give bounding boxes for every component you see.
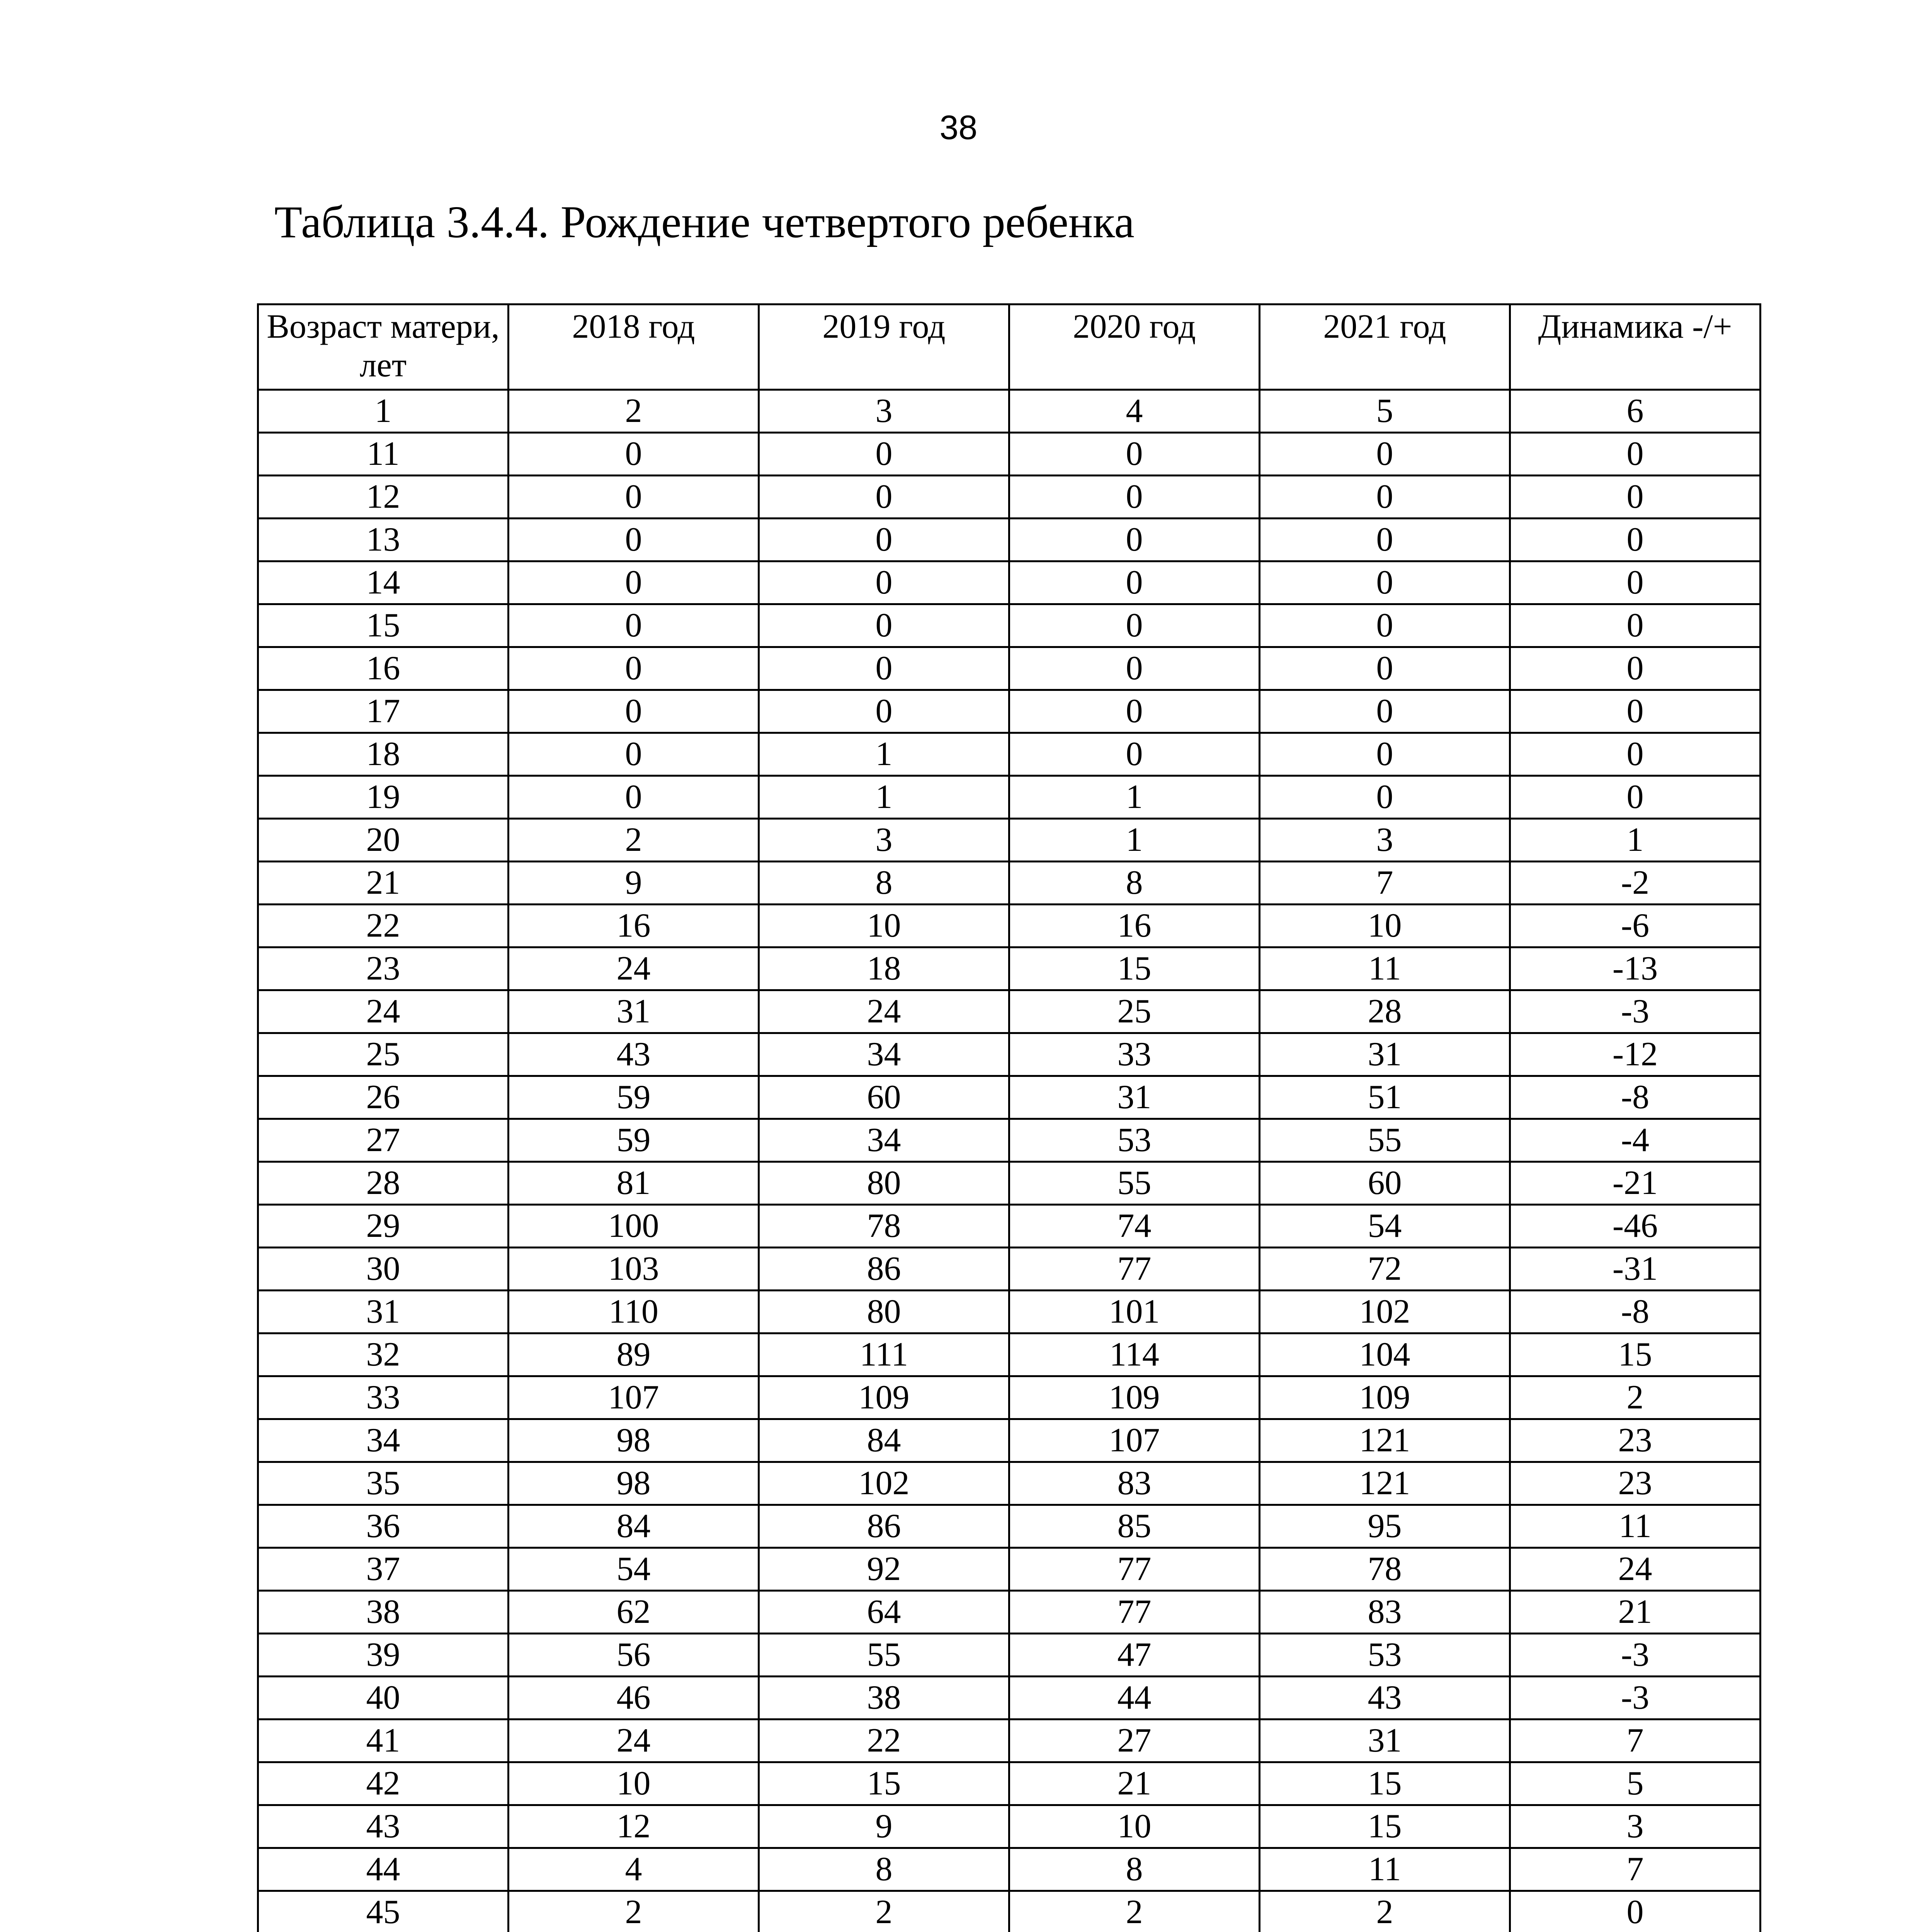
age-cell: 34 bbox=[258, 1419, 509, 1462]
table-row bbox=[258, 1033, 1761, 1076]
table-row bbox=[258, 947, 1761, 990]
year-2018-cell: 0 bbox=[509, 519, 759, 561]
dynamics-cell: -8 bbox=[1510, 1291, 1761, 1333]
column-number-row bbox=[258, 390, 1761, 433]
year-2020-cell: 10 bbox=[1009, 1805, 1260, 1848]
age-cell: 23 bbox=[258, 947, 509, 990]
table-row bbox=[258, 604, 1761, 647]
year-2021-cell: 102 bbox=[1260, 1291, 1510, 1333]
dynamics-cell: 0 bbox=[1510, 647, 1761, 690]
header-cell-2019: 2019 год bbox=[759, 304, 1009, 390]
year-2019-cell: 24 bbox=[759, 990, 1009, 1033]
year-2021-cell: 31 bbox=[1260, 1033, 1510, 1076]
age-cell: 13 bbox=[258, 519, 509, 561]
year-2021-cell: 0 bbox=[1260, 604, 1510, 647]
year-2018-cell: 2 bbox=[509, 1891, 759, 1932]
table-row bbox=[258, 990, 1761, 1033]
dynamics-cell: -8 bbox=[1510, 1076, 1761, 1119]
year-2020-cell: 15 bbox=[1009, 947, 1260, 990]
age-cell: 45 bbox=[258, 1891, 509, 1932]
year-2019-cell: 1 bbox=[759, 733, 1009, 776]
year-2019-cell: 0 bbox=[759, 476, 1009, 519]
table-row bbox=[258, 1419, 1761, 1462]
year-2021-cell: 11 bbox=[1260, 947, 1510, 990]
year-2018-cell: 59 bbox=[509, 1076, 759, 1119]
year-2018-cell: 107 bbox=[509, 1376, 759, 1419]
dynamics-cell: 5 bbox=[1510, 1762, 1761, 1805]
age-cell: 15 bbox=[258, 604, 509, 647]
dynamics-cell: 0 bbox=[1510, 604, 1761, 647]
year-2020-cell: 101 bbox=[1009, 1291, 1260, 1333]
year-2019-cell: 8 bbox=[759, 1848, 1009, 1891]
year-2021-cell: 121 bbox=[1260, 1462, 1510, 1505]
year-2021-cell: 7 bbox=[1260, 862, 1510, 905]
age-cell: 22 bbox=[258, 905, 509, 947]
year-2018-cell: 100 bbox=[509, 1205, 759, 1248]
year-2021-cell: 0 bbox=[1260, 561, 1510, 604]
year-2020-cell: 83 bbox=[1009, 1462, 1260, 1505]
year-2020-cell: 0 bbox=[1009, 733, 1260, 776]
year-2019-cell: 0 bbox=[759, 519, 1009, 561]
dynamics-cell: -3 bbox=[1510, 1677, 1761, 1719]
year-2021-cell: 31 bbox=[1260, 1719, 1510, 1762]
year-2021-cell: 109 bbox=[1260, 1376, 1510, 1419]
year-2019-cell: 64 bbox=[759, 1591, 1009, 1634]
table-row bbox=[258, 1291, 1761, 1333]
table-row bbox=[258, 1805, 1761, 1848]
year-2018-cell: 24 bbox=[509, 1719, 759, 1762]
dynamics-cell: -21 bbox=[1510, 1162, 1761, 1205]
age-cell: 26 bbox=[258, 1076, 509, 1119]
year-2021-cell: 51 bbox=[1260, 1076, 1510, 1119]
year-2021-cell: 78 bbox=[1260, 1548, 1510, 1591]
dynamics-cell: -46 bbox=[1510, 1205, 1761, 1248]
year-2018-cell: 10 bbox=[509, 1762, 759, 1805]
year-2018-cell: 4 bbox=[509, 1848, 759, 1891]
dynamics-cell: -3 bbox=[1510, 990, 1761, 1033]
year-2020-cell: 0 bbox=[1009, 519, 1260, 561]
year-2018-cell: 2 bbox=[509, 390, 759, 433]
year-2018-cell: 16 bbox=[509, 905, 759, 947]
year-2018-cell: 12 bbox=[509, 1805, 759, 1848]
year-2020-cell: 21 bbox=[1009, 1762, 1260, 1805]
year-2018-cell: 24 bbox=[509, 947, 759, 990]
year-2019-cell: 22 bbox=[759, 1719, 1009, 1762]
year-2018-cell: 89 bbox=[509, 1333, 759, 1376]
year-2020-cell: 0 bbox=[1009, 433, 1260, 476]
dynamics-cell: 0 bbox=[1510, 476, 1761, 519]
dynamics-cell: -4 bbox=[1510, 1119, 1761, 1162]
year-2021-cell: 0 bbox=[1260, 647, 1510, 690]
year-2019-cell: 15 bbox=[759, 1762, 1009, 1805]
age-cell: 43 bbox=[258, 1805, 509, 1848]
year-2018-cell: 0 bbox=[509, 776, 759, 819]
table-row bbox=[258, 1891, 1761, 1932]
year-2020-cell: 0 bbox=[1009, 561, 1260, 604]
year-2020-cell: 77 bbox=[1009, 1591, 1260, 1634]
year-2020-cell: 16 bbox=[1009, 905, 1260, 947]
dynamics-cell: 15 bbox=[1510, 1333, 1761, 1376]
year-2021-cell: 95 bbox=[1260, 1505, 1510, 1548]
year-2021-cell: 104 bbox=[1260, 1333, 1510, 1376]
table-title: Таблица 3.4.4. Рождение четвертого ребенка bbox=[274, 197, 1135, 247]
year-2018-cell: 2 bbox=[509, 819, 759, 862]
year-2021-cell: 15 bbox=[1260, 1762, 1510, 1805]
year-2020-cell: 47 bbox=[1009, 1634, 1260, 1677]
year-2021-cell: 72 bbox=[1260, 1248, 1510, 1291]
year-2019-cell: 3 bbox=[759, 390, 1009, 433]
table-row bbox=[258, 1205, 1761, 1248]
year-2021-cell: 28 bbox=[1260, 990, 1510, 1033]
age-cell: 19 bbox=[258, 776, 509, 819]
age-cell: 12 bbox=[258, 476, 509, 519]
header-cell-dynamics: Динамика -/+ bbox=[1510, 304, 1761, 390]
table-row bbox=[258, 1762, 1761, 1805]
year-2019-cell: 60 bbox=[759, 1076, 1009, 1119]
year-2020-cell: 53 bbox=[1009, 1119, 1260, 1162]
dynamics-cell: 23 bbox=[1510, 1462, 1761, 1505]
year-2018-cell: 84 bbox=[509, 1505, 759, 1548]
year-2018-cell: 9 bbox=[509, 862, 759, 905]
year-2021-cell: 11 bbox=[1260, 1848, 1510, 1891]
year-2021-cell: 0 bbox=[1260, 776, 1510, 819]
table-row bbox=[258, 1076, 1761, 1119]
year-2019-cell: 111 bbox=[759, 1333, 1009, 1376]
year-2019-cell: 34 bbox=[759, 1033, 1009, 1076]
table-row bbox=[258, 1119, 1761, 1162]
year-2020-cell: 8 bbox=[1009, 862, 1260, 905]
year-2020-cell: 0 bbox=[1009, 476, 1260, 519]
year-2018-cell: 103 bbox=[509, 1248, 759, 1291]
year-2020-cell: 0 bbox=[1009, 647, 1260, 690]
year-2021-cell: 121 bbox=[1260, 1419, 1510, 1462]
age-cell: 35 bbox=[258, 1462, 509, 1505]
age-cell: 29 bbox=[258, 1205, 509, 1248]
dynamics-cell: 11 bbox=[1510, 1505, 1761, 1548]
birth-table bbox=[257, 303, 1761, 1932]
year-2018-cell: 31 bbox=[509, 990, 759, 1033]
year-2021-cell: 54 bbox=[1260, 1205, 1510, 1248]
year-2020-cell: 77 bbox=[1009, 1548, 1260, 1591]
year-2021-cell: 0 bbox=[1260, 433, 1510, 476]
year-2020-cell: 0 bbox=[1009, 690, 1260, 733]
year-2019-cell: 34 bbox=[759, 1119, 1009, 1162]
year-2019-cell: 3 bbox=[759, 819, 1009, 862]
table-row bbox=[258, 561, 1761, 604]
dynamics-cell: -13 bbox=[1510, 947, 1761, 990]
year-2019-cell: 78 bbox=[759, 1205, 1009, 1248]
year-2019-cell: 0 bbox=[759, 561, 1009, 604]
page-number: 38 bbox=[939, 108, 978, 146]
year-2020-cell: 74 bbox=[1009, 1205, 1260, 1248]
dynamics-cell: 7 bbox=[1510, 1719, 1761, 1762]
year-2019-cell: 0 bbox=[759, 604, 1009, 647]
header-row bbox=[258, 304, 1761, 390]
age-cell: 18 bbox=[258, 733, 509, 776]
year-2019-cell: 0 bbox=[759, 433, 1009, 476]
table-row bbox=[258, 519, 1761, 561]
age-cell: 28 bbox=[258, 1162, 509, 1205]
age-cell: 16 bbox=[258, 647, 509, 690]
table-row bbox=[258, 1719, 1761, 1762]
table-row bbox=[258, 690, 1761, 733]
year-2020-cell: 25 bbox=[1009, 990, 1260, 1033]
year-2019-cell: 86 bbox=[759, 1248, 1009, 1291]
age-cell: 38 bbox=[258, 1591, 509, 1634]
year-2018-cell: 43 bbox=[509, 1033, 759, 1076]
table-row bbox=[258, 862, 1761, 905]
year-2020-cell: 1 bbox=[1009, 776, 1260, 819]
age-cell: 20 bbox=[258, 819, 509, 862]
year-2018-cell: 0 bbox=[509, 647, 759, 690]
table-row bbox=[258, 1333, 1761, 1376]
year-2020-cell: 2 bbox=[1009, 1891, 1260, 1932]
table-row bbox=[258, 1162, 1761, 1205]
year-2020-cell: 8 bbox=[1009, 1848, 1260, 1891]
year-2021-cell: 3 bbox=[1260, 819, 1510, 862]
year-2019-cell: 0 bbox=[759, 647, 1009, 690]
table-row bbox=[258, 433, 1761, 476]
age-cell: 39 bbox=[258, 1634, 509, 1677]
year-2018-cell: 0 bbox=[509, 690, 759, 733]
year-2019-cell: 80 bbox=[759, 1291, 1009, 1333]
year-2020-cell: 27 bbox=[1009, 1719, 1260, 1762]
dynamics-cell: -2 bbox=[1510, 862, 1761, 905]
dynamics-cell: -12 bbox=[1510, 1033, 1761, 1076]
year-2020-cell: 31 bbox=[1009, 1076, 1260, 1119]
table-row bbox=[258, 1848, 1761, 1891]
year-2021-cell: 0 bbox=[1260, 519, 1510, 561]
dynamics-cell: 23 bbox=[1510, 1419, 1761, 1462]
year-2018-cell: 54 bbox=[509, 1548, 759, 1591]
year-2019-cell: 18 bbox=[759, 947, 1009, 990]
year-2020-cell: 114 bbox=[1009, 1333, 1260, 1376]
year-2019-cell: 84 bbox=[759, 1419, 1009, 1462]
table-row bbox=[258, 1505, 1761, 1548]
year-2019-cell: 0 bbox=[759, 690, 1009, 733]
dynamics-cell: 0 bbox=[1510, 1891, 1761, 1932]
table-header bbox=[258, 304, 1761, 390]
year-2020-cell: 1 bbox=[1009, 819, 1260, 862]
table-row bbox=[258, 819, 1761, 862]
year-2021-cell: 10 bbox=[1260, 905, 1510, 947]
dynamics-cell: 3 bbox=[1510, 1805, 1761, 1848]
year-2020-cell: 33 bbox=[1009, 1033, 1260, 1076]
year-2019-cell: 55 bbox=[759, 1634, 1009, 1677]
year-2019-cell: 92 bbox=[759, 1548, 1009, 1591]
table-row bbox=[258, 476, 1761, 519]
year-2018-cell: 0 bbox=[509, 433, 759, 476]
dynamics-cell: -6 bbox=[1510, 905, 1761, 947]
year-2018-cell: 98 bbox=[509, 1419, 759, 1462]
age-cell: 21 bbox=[258, 862, 509, 905]
year-2020-cell: 0 bbox=[1009, 604, 1260, 647]
year-2021-cell: 15 bbox=[1260, 1805, 1510, 1848]
table-row bbox=[258, 1376, 1761, 1419]
age-cell: 41 bbox=[258, 1719, 509, 1762]
age-cell: 14 bbox=[258, 561, 509, 604]
dynamics-cell: -3 bbox=[1510, 1634, 1761, 1677]
age-cell: 40 bbox=[258, 1677, 509, 1719]
year-2021-cell: 2 bbox=[1260, 1891, 1510, 1932]
table-row bbox=[258, 905, 1761, 947]
age-cell: 42 bbox=[258, 1762, 509, 1805]
dynamics-cell: 0 bbox=[1510, 561, 1761, 604]
table-row bbox=[258, 1548, 1761, 1591]
dynamics-cell: 6 bbox=[1510, 390, 1761, 433]
dynamics-cell: 0 bbox=[1510, 776, 1761, 819]
year-2019-cell: 102 bbox=[759, 1462, 1009, 1505]
year-2020-cell: 109 bbox=[1009, 1376, 1260, 1419]
dynamics-cell: -31 bbox=[1510, 1248, 1761, 1291]
age-cell: 17 bbox=[258, 690, 509, 733]
age-cell: 25 bbox=[258, 1033, 509, 1076]
year-2018-cell: 59 bbox=[509, 1119, 759, 1162]
year-2018-cell: 110 bbox=[509, 1291, 759, 1333]
year-2021-cell: 83 bbox=[1260, 1591, 1510, 1634]
year-2018-cell: 0 bbox=[509, 476, 759, 519]
age-cell: 31 bbox=[258, 1291, 509, 1333]
age-cell: 11 bbox=[258, 433, 509, 476]
dynamics-cell: 7 bbox=[1510, 1848, 1761, 1891]
year-2018-cell: 98 bbox=[509, 1462, 759, 1505]
year-2019-cell: 8 bbox=[759, 862, 1009, 905]
dynamics-cell: 0 bbox=[1510, 733, 1761, 776]
table-row bbox=[258, 1634, 1761, 1677]
age-cell: 27 bbox=[258, 1119, 509, 1162]
year-2019-cell: 80 bbox=[759, 1162, 1009, 1205]
age-cell: 30 bbox=[258, 1248, 509, 1291]
age-cell: 37 bbox=[258, 1548, 509, 1591]
table-row bbox=[258, 733, 1761, 776]
year-2018-cell: 0 bbox=[509, 733, 759, 776]
year-2021-cell: 55 bbox=[1260, 1119, 1510, 1162]
table-row bbox=[258, 1677, 1761, 1719]
year-2020-cell: 55 bbox=[1009, 1162, 1260, 1205]
year-2020-cell: 107 bbox=[1009, 1419, 1260, 1462]
header-cell-2020: 2020 год bbox=[1009, 304, 1260, 390]
year-2018-cell: 62 bbox=[509, 1591, 759, 1634]
table-row bbox=[258, 1462, 1761, 1505]
header-cell-2018: 2018 год bbox=[509, 304, 759, 390]
age-cell: 36 bbox=[258, 1505, 509, 1548]
dynamics-cell: 0 bbox=[1510, 433, 1761, 476]
dynamics-cell: 0 bbox=[1510, 690, 1761, 733]
year-2021-cell: 43 bbox=[1260, 1677, 1510, 1719]
year-2020-cell: 77 bbox=[1009, 1248, 1260, 1291]
table-row bbox=[258, 647, 1761, 690]
year-2021-cell: 0 bbox=[1260, 690, 1510, 733]
year-2018-cell: 46 bbox=[509, 1677, 759, 1719]
dynamics-cell: 2 bbox=[1510, 1376, 1761, 1419]
year-2021-cell: 53 bbox=[1260, 1634, 1510, 1677]
year-2021-cell: 60 bbox=[1260, 1162, 1510, 1205]
dynamics-cell: 24 bbox=[1510, 1548, 1761, 1591]
year-2020-cell: 85 bbox=[1009, 1505, 1260, 1548]
year-2021-cell: 0 bbox=[1260, 733, 1510, 776]
year-2021-cell: 0 bbox=[1260, 476, 1510, 519]
year-2019-cell: 1 bbox=[759, 776, 1009, 819]
header-cell-2021: 2021 год bbox=[1260, 304, 1510, 390]
year-2019-cell: 38 bbox=[759, 1677, 1009, 1719]
year-2020-cell: 44 bbox=[1009, 1677, 1260, 1719]
age-cell: 1 bbox=[258, 390, 509, 433]
year-2021-cell: 5 bbox=[1260, 390, 1510, 433]
year-2020-cell: 4 bbox=[1009, 390, 1260, 433]
age-cell: 33 bbox=[258, 1376, 509, 1419]
year-2019-cell: 9 bbox=[759, 1805, 1009, 1848]
table-row bbox=[258, 1248, 1761, 1291]
table-row bbox=[258, 776, 1761, 819]
year-2019-cell: 10 bbox=[759, 905, 1009, 947]
dynamics-cell: 1 bbox=[1510, 819, 1761, 862]
age-cell: 24 bbox=[258, 990, 509, 1033]
year-2018-cell: 56 bbox=[509, 1634, 759, 1677]
year-2018-cell: 81 bbox=[509, 1162, 759, 1205]
dynamics-cell: 21 bbox=[1510, 1591, 1761, 1634]
dynamics-cell: 0 bbox=[1510, 519, 1761, 561]
year-2018-cell: 0 bbox=[509, 561, 759, 604]
table-body bbox=[258, 390, 1761, 1932]
year-2018-cell: 0 bbox=[509, 604, 759, 647]
age-cell: 32 bbox=[258, 1333, 509, 1376]
table-row bbox=[258, 1591, 1761, 1634]
age-cell: 44 bbox=[258, 1848, 509, 1891]
header-cell-mother-age: Возраст матери, лет bbox=[258, 304, 509, 390]
year-2019-cell: 2 bbox=[759, 1891, 1009, 1932]
year-2019-cell: 86 bbox=[759, 1505, 1009, 1548]
year-2019-cell: 109 bbox=[759, 1376, 1009, 1419]
